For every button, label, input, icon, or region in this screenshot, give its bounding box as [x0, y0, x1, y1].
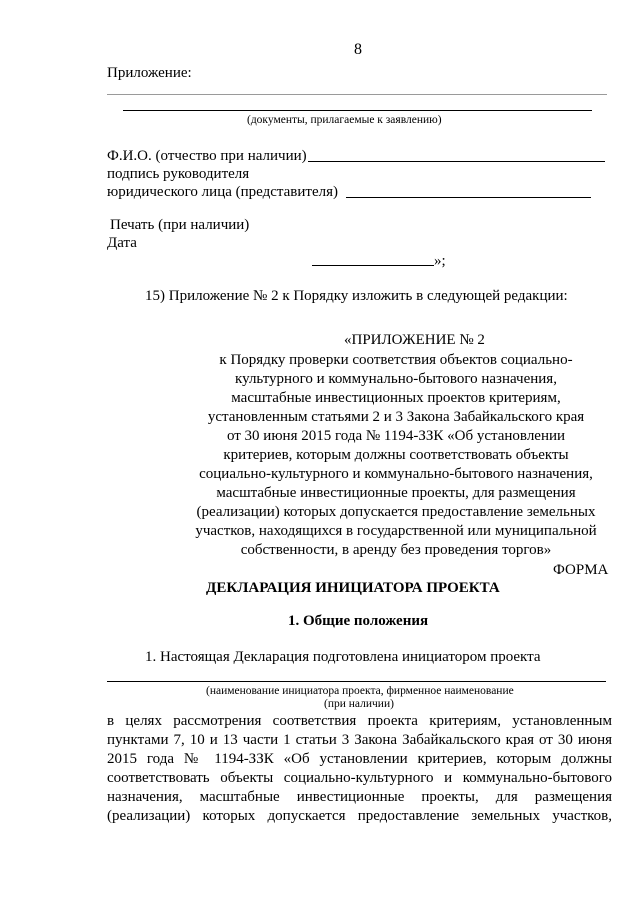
initiator-caption-2: (при наличии)	[324, 698, 394, 710]
signature-entity-label: юридического лица (представителя)	[107, 184, 338, 200]
documents-caption: (документы, прилагаемые к заявлению)	[247, 114, 442, 126]
appendix-caption-line: участков, находящихся в государственной или муниципальной	[195, 523, 597, 539]
signature-line	[346, 197, 591, 198]
body-line: назначения, масштабные инвестиционные проекты, для размещения	[107, 789, 612, 805]
attachment-line-1	[107, 94, 607, 95]
attachment-label: Приложение:	[107, 65, 192, 81]
fio-line	[308, 161, 605, 162]
section-1-title: 1. Общие положения	[288, 613, 429, 629]
date-line	[312, 265, 434, 266]
appendix-caption-line: социально-культурного и коммунально-бытового назначения,	[199, 466, 593, 482]
page-number: 8	[354, 41, 362, 58]
appendix-caption-line: масштабные инвестиционные проекты, для размещения	[216, 485, 576, 501]
closing-quote: »;	[434, 253, 446, 269]
body-line: соответствовать объекты социально-культурного и коммунально-бытового	[107, 770, 612, 786]
body-line: 2015 года № 1194-ЗЗК «Об установлении критериев, которым должны	[107, 751, 612, 767]
appendix-caption-line: от 30 июня 2015 года № 1194-ЗЗК «Об установлении	[226, 428, 566, 444]
body-line: в целях рассмотрения соответствия проекта критериям, установленным	[107, 713, 612, 729]
paragraph-1: 1. Настоящая Декларация подготовлена инициатором проекта	[145, 649, 541, 665]
appendix-caption-line: культурного и коммунально-бытового назначения,	[235, 371, 557, 387]
stamp-label: Печать (при наличии)	[110, 217, 250, 233]
initiator-line	[107, 681, 606, 682]
appendix-caption-line: к Порядку проверки соответствия объектов социально-	[219, 352, 573, 368]
appendix-caption-line: собственности, в аренду без проведения торгов»	[240, 542, 552, 558]
initiator-caption-1: (наименование инициатора проекта, фирменное наименование	[206, 685, 514, 697]
appendix-title: «ПРИЛОЖЕНИЕ № 2	[344, 332, 485, 348]
signature-head-label: подпись руководителя	[107, 166, 250, 182]
form-label: ФОРМА	[553, 562, 609, 578]
appendix-caption-line: установленным статьями 2 и 3 Закона Забайкальского края	[207, 409, 585, 425]
item-15-text: 15) Приложение № 2 к Порядку изложить в следующей редакции:	[145, 288, 568, 304]
appendix-caption-line: критериев, которым должны соответствовать объекты	[223, 447, 569, 463]
appendix-caption-line: масштабные инвестиционных проектов критериям,	[231, 390, 561, 406]
signature-fio-label: Ф.И.О. (отчество при наличии)	[107, 148, 307, 164]
appendix-caption	[190, 351, 602, 560]
date-label: Дата	[107, 235, 137, 251]
declaration-title: ДЕКЛАРАЦИЯ ИНИЦИАТОРА ПРОЕКТА	[206, 580, 500, 596]
body-line: пунктами 7, 10 и 13 части 1 статьи 3 Закона Забайкальского края от 30 июня	[107, 732, 612, 748]
attachment-line-2	[123, 110, 592, 111]
appendix-caption-line: (реализации) которых допускается предоставление земельных	[196, 504, 596, 520]
body-line: (реализации) которых допускается предоставление земельных участков,	[107, 808, 612, 824]
